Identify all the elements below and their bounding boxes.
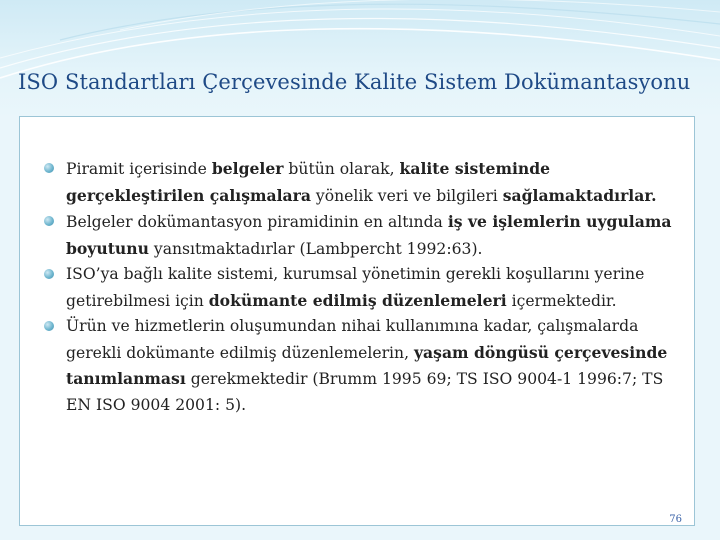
bullet-bold-text: iş ve işlemlerin uygulama boyutunu — [66, 212, 672, 258]
bullet-item — [44, 314, 674, 418]
page-number: 76 — [669, 514, 682, 525]
bullet-bold-text: yaşam döngüsü çerçevesinde tanımlanması — [66, 342, 668, 388]
bullet-item — [44, 156, 674, 209]
header-band — [0, 0, 720, 120]
bullet-item — [44, 209, 674, 262]
bullet-list — [44, 156, 674, 418]
bullet-text: bütün olarak, — [283, 160, 400, 178]
bullet-text: Piramit içerisinde — [66, 160, 212, 178]
bullet-text: içermektedir. — [506, 291, 617, 310]
bullet-text: Belgeler dokümantasyon piramidinin en altında — [66, 213, 448, 231]
bullet-icon — [44, 269, 54, 279]
bullet-bold-text: dokümante edilmiş düzenlemeleri — [208, 290, 507, 310]
bullet-text: yansıtmaktadırlar (Lambpercht 1992:63). — [148, 239, 483, 258]
bullet-icon — [44, 163, 54, 173]
bullet-icon — [44, 321, 54, 331]
bullet-text: gerekmektedir (Brumm 1995 69; TS ISO 9004-1 1996:7; TS EN ISO 9004 2001: 5). — [66, 370, 664, 414]
bullet-item — [44, 262, 674, 314]
bullet-text: yönelik veri ve bilgileri — [310, 186, 503, 205]
bullet-bold-text: sağlamaktadırlar. — [502, 185, 657, 205]
bullet-bold-text: kalite sisteminde gerçekleştirilen çalışmalara — [66, 159, 551, 205]
slide-title: ISO Standartları Çerçevesinde Kalite Sistem Dokümantasyonu — [18, 70, 691, 94]
bullet-icon — [44, 216, 54, 226]
bullet-bold-text: belgeler — [211, 159, 284, 178]
bullet-text: ISO’ya bağlı kalite sistemi, kurumsal yönetimin gerekli koşullarını yerine getirebilmesi için — [66, 265, 645, 310]
bullet-text: Ürün ve hizmetlerin oluşumundan nihai kullanımına kadar, çalışmalarda gerekli dokümante edilmiş düzenlemelerin, — [66, 317, 639, 362]
